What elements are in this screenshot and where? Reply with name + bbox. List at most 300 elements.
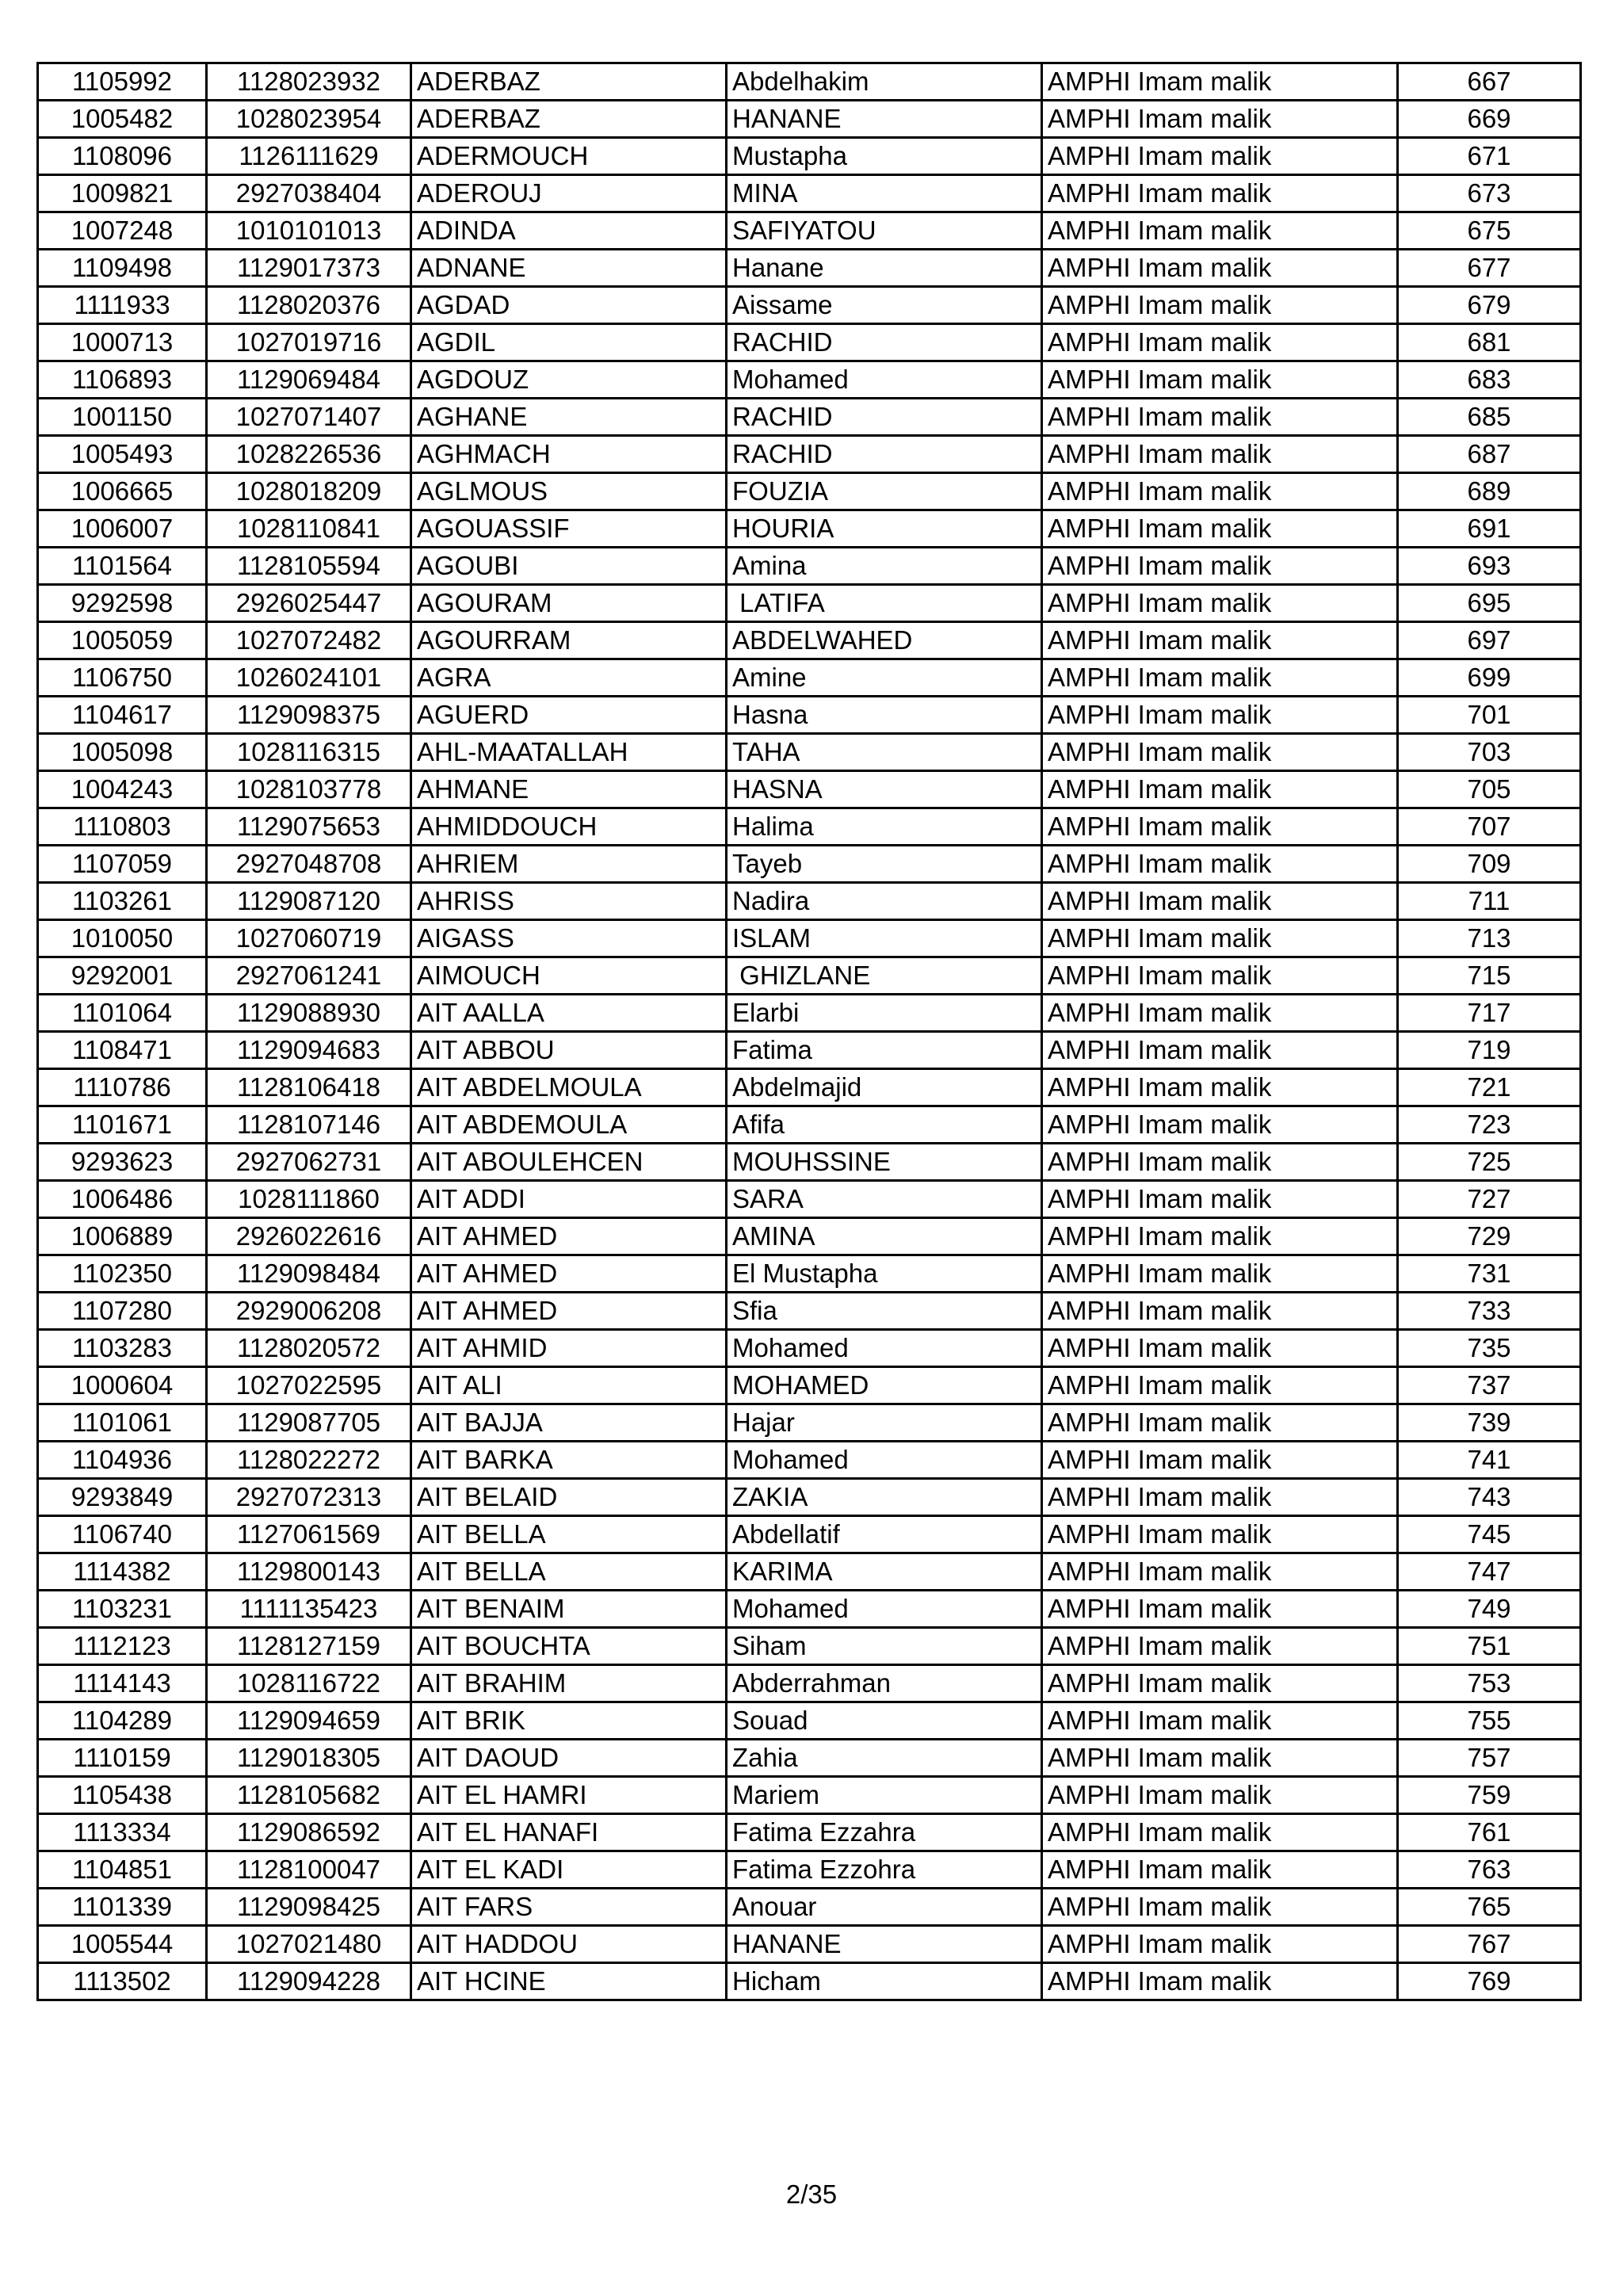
table-row — [38, 697, 1581, 734]
first-name-cell: RACHID — [727, 324, 1042, 361]
exam-room-cell: AMPHI Imam malik — [1042, 138, 1398, 175]
exam-room-cell: AMPHI Imam malik — [1042, 1553, 1398, 1591]
exam-room-cell: AMPHI Imam malik — [1042, 920, 1398, 957]
exam-room-cell: AMPHI Imam malik — [1042, 659, 1398, 697]
seat-number-cell: 733 — [1398, 1293, 1581, 1330]
last-name-cell: AIT ABBOU — [411, 1032, 727, 1069]
cne-number-cell: 1027019716 — [207, 324, 411, 361]
student-id-cell: 1104289 — [38, 1702, 207, 1740]
student-id-cell: 1104617 — [38, 697, 207, 734]
table-row — [38, 473, 1581, 510]
cne-number-cell: 1129087705 — [207, 1404, 411, 1442]
table-row — [38, 1926, 1581, 1963]
table-row — [38, 1702, 1581, 1740]
exam-room-cell: AMPHI Imam malik — [1042, 846, 1398, 883]
cne-number-cell: 1128127159 — [207, 1628, 411, 1665]
exam-room-cell: AMPHI Imam malik — [1042, 287, 1398, 324]
seat-number-cell: 769 — [1398, 1963, 1581, 2000]
cne-number-cell: 1028018209 — [207, 473, 411, 510]
cne-number-cell: 1027072482 — [207, 622, 411, 659]
student-id-cell: 1103261 — [38, 883, 207, 920]
exam-room-cell: AMPHI Imam malik — [1042, 585, 1398, 622]
table-row — [38, 1553, 1581, 1591]
exam-room-cell: AMPHI Imam malik — [1042, 1293, 1398, 1330]
page-number: 2/35 — [785, 2179, 838, 2209]
first-name-cell: SAFIYATOU — [727, 212, 1042, 250]
student-id-cell: 1106893 — [38, 361, 207, 399]
first-name-cell: HOURIA — [727, 510, 1042, 548]
student-id-cell: 1110803 — [38, 808, 207, 846]
first-name-cell: Abdelmajid — [727, 1069, 1042, 1106]
exam-room-cell: AMPHI Imam malik — [1042, 1367, 1398, 1404]
table-row — [38, 1144, 1581, 1181]
seat-number-cell: 667 — [1398, 63, 1581, 101]
student-id-cell: 1112123 — [38, 1628, 207, 1665]
student-id-cell: 1113334 — [38, 1814, 207, 1851]
last-name-cell: AGLMOUS — [411, 473, 727, 510]
exam-room-cell: AMPHI Imam malik — [1042, 1330, 1398, 1367]
student-id-cell: 1114143 — [38, 1665, 207, 1702]
student-id-cell: 1106740 — [38, 1516, 207, 1553]
first-name-cell: Amina — [727, 548, 1042, 585]
exam-room-cell: AMPHI Imam malik — [1042, 1516, 1398, 1553]
seat-number-cell: 701 — [1398, 697, 1581, 734]
last-name-cell: AHRISS — [411, 883, 727, 920]
table-row — [38, 1963, 1581, 2000]
last-name-cell: AIT ABDELMOULA — [411, 1069, 727, 1106]
seat-number-cell: 719 — [1398, 1032, 1581, 1069]
first-name-cell: Hanane — [727, 250, 1042, 287]
last-name-cell: AIT AHMED — [411, 1293, 727, 1330]
first-name-cell: RACHID — [727, 399, 1042, 436]
first-name-cell: AMINA — [727, 1218, 1042, 1255]
first-name-cell: Sfia — [727, 1293, 1042, 1330]
seat-number-cell: 763 — [1398, 1851, 1581, 1889]
last-name-cell: AIMOUCH — [411, 957, 727, 995]
cne-number-cell: 2926025447 — [207, 585, 411, 622]
exam-room-cell: AMPHI Imam malik — [1042, 361, 1398, 399]
exam-room-cell: AMPHI Imam malik — [1042, 1628, 1398, 1665]
exam-room-cell: AMPHI Imam malik — [1042, 510, 1398, 548]
exam-room-cell: AMPHI Imam malik — [1042, 1218, 1398, 1255]
student-table-body — [38, 63, 1581, 2000]
cne-number-cell: 1027021480 — [207, 1926, 411, 1963]
first-name-cell: Abdelhakim — [727, 63, 1042, 101]
seat-number-cell: 709 — [1398, 846, 1581, 883]
last-name-cell: AIT AHMED — [411, 1218, 727, 1255]
student-id-cell: 1004243 — [38, 771, 207, 808]
last-name-cell: AHL-MAATALLAH — [411, 734, 727, 771]
first-name-cell: TAHA — [727, 734, 1042, 771]
last-name-cell: AIT BENAIM — [411, 1591, 727, 1628]
last-name-cell: AGOUASSIF — [411, 510, 727, 548]
seat-number-cell: 757 — [1398, 1740, 1581, 1777]
last-name-cell: AIT ADDI — [411, 1181, 727, 1218]
first-name-cell: LATIFA — [727, 585, 1042, 622]
seat-number-cell: 745 — [1398, 1516, 1581, 1553]
cne-number-cell: 1111135423 — [207, 1591, 411, 1628]
last-name-cell: AGHMACH — [411, 436, 727, 473]
last-name-cell: AGUERD — [411, 697, 727, 734]
cne-number-cell: 1128106418 — [207, 1069, 411, 1106]
student-id-cell: 1109498 — [38, 250, 207, 287]
last-name-cell: AIT AHMED — [411, 1255, 727, 1293]
first-name-cell: Mustapha — [727, 138, 1042, 175]
seat-number-cell: 729 — [1398, 1218, 1581, 1255]
table-row — [38, 1404, 1581, 1442]
exam-room-cell: AMPHI Imam malik — [1042, 250, 1398, 287]
exam-room-cell: AMPHI Imam malik — [1042, 101, 1398, 138]
last-name-cell: AIT AHMID — [411, 1330, 727, 1367]
first-name-cell: Afifa — [727, 1106, 1042, 1144]
seat-number-cell: 739 — [1398, 1404, 1581, 1442]
last-name-cell: AIT HADDOU — [411, 1926, 727, 1963]
table-row — [38, 1330, 1581, 1367]
last-name-cell: AIT BAJJA — [411, 1404, 727, 1442]
cne-number-cell: 1028110841 — [207, 510, 411, 548]
first-name-cell: El Mustapha — [727, 1255, 1042, 1293]
seat-number-cell: 715 — [1398, 957, 1581, 995]
cne-number-cell: 2929006208 — [207, 1293, 411, 1330]
first-name-cell: HASNA — [727, 771, 1042, 808]
seat-number-cell: 683 — [1398, 361, 1581, 399]
exam-room-cell: AMPHI Imam malik — [1042, 995, 1398, 1032]
table-row — [38, 1106, 1581, 1144]
cne-number-cell: 2927061241 — [207, 957, 411, 995]
table-row — [38, 250, 1581, 287]
exam-room-cell: AMPHI Imam malik — [1042, 771, 1398, 808]
student-id-cell: 1000604 — [38, 1367, 207, 1404]
cne-number-cell: 1128020376 — [207, 287, 411, 324]
first-name-cell: Hicham — [727, 1963, 1042, 2000]
cne-number-cell: 1028023954 — [207, 101, 411, 138]
table-row — [38, 1516, 1581, 1553]
cne-number-cell: 1028103778 — [207, 771, 411, 808]
seat-number-cell: 755 — [1398, 1702, 1581, 1740]
first-name-cell: FOUZIA — [727, 473, 1042, 510]
first-name-cell: Mohamed — [727, 1330, 1042, 1367]
table-row — [38, 1814, 1581, 1851]
last-name-cell: AIT BARKA — [411, 1442, 727, 1479]
cne-number-cell: 2926022616 — [207, 1218, 411, 1255]
first-name-cell: SARA — [727, 1181, 1042, 1218]
table-row — [38, 734, 1581, 771]
first-name-cell: Mohamed — [727, 1442, 1042, 1479]
cne-number-cell: 1129069484 — [207, 361, 411, 399]
last-name-cell: AIT DAOUD — [411, 1740, 727, 1777]
cne-number-cell: 1027022595 — [207, 1367, 411, 1404]
exam-room-cell: AMPHI Imam malik — [1042, 1926, 1398, 1963]
first-name-cell: HANANE — [727, 101, 1042, 138]
seat-number-cell: 707 — [1398, 808, 1581, 846]
first-name-cell: KARIMA — [727, 1553, 1042, 1591]
seat-number-cell: 697 — [1398, 622, 1581, 659]
last-name-cell: ADERBAZ — [411, 101, 727, 138]
cne-number-cell: 1128022272 — [207, 1442, 411, 1479]
first-name-cell: Fatima — [727, 1032, 1042, 1069]
student-id-cell: 1114382 — [38, 1553, 207, 1591]
cne-number-cell: 1026024101 — [207, 659, 411, 697]
first-name-cell: Zahia — [727, 1740, 1042, 1777]
first-name-cell: Elarbi — [727, 995, 1042, 1032]
last-name-cell: AGDAD — [411, 287, 727, 324]
student-id-cell: 1105992 — [38, 63, 207, 101]
table-row — [38, 808, 1581, 846]
last-name-cell: AIT ABOULEHCEN — [411, 1144, 727, 1181]
last-name-cell: ADNANE — [411, 250, 727, 287]
table-row — [38, 1665, 1581, 1702]
first-name-cell: Halima — [727, 808, 1042, 846]
last-name-cell: AIT BELAID — [411, 1479, 727, 1516]
seat-number-cell: 669 — [1398, 101, 1581, 138]
exam-room-cell: AMPHI Imam malik — [1042, 399, 1398, 436]
table-row — [38, 548, 1581, 585]
student-id-cell: 1107280 — [38, 1293, 207, 1330]
exam-room-cell: AMPHI Imam malik — [1042, 697, 1398, 734]
student-id-cell: 1000713 — [38, 324, 207, 361]
cne-number-cell: 1128023932 — [207, 63, 411, 101]
table-row — [38, 1069, 1581, 1106]
table-row — [38, 101, 1581, 138]
cne-number-cell: 1129088930 — [207, 995, 411, 1032]
table-row — [38, 1628, 1581, 1665]
table-row — [38, 212, 1581, 250]
exam-room-cell: AMPHI Imam malik — [1042, 436, 1398, 473]
student-id-cell: 1007248 — [38, 212, 207, 250]
table-row — [38, 361, 1581, 399]
first-name-cell: Fatima Ezzahra — [727, 1814, 1042, 1851]
cne-number-cell: 2927062731 — [207, 1144, 411, 1181]
last-name-cell: ADERBAZ — [411, 63, 727, 101]
student-id-cell: 1105438 — [38, 1777, 207, 1814]
last-name-cell: AIT BELLA — [411, 1553, 727, 1591]
student-id-cell: 1103231 — [38, 1591, 207, 1628]
first-name-cell: MOHAMED — [727, 1367, 1042, 1404]
cne-number-cell: 1128100047 — [207, 1851, 411, 1889]
last-name-cell: AIT ABDEMOULA — [411, 1106, 727, 1144]
table-row — [38, 138, 1581, 175]
cne-number-cell: 1028226536 — [207, 436, 411, 473]
table-row — [38, 1889, 1581, 1926]
exam-room-cell: AMPHI Imam malik — [1042, 1665, 1398, 1702]
seat-number-cell: 749 — [1398, 1591, 1581, 1628]
student-id-cell: 1006007 — [38, 510, 207, 548]
student-id-cell: 1005493 — [38, 436, 207, 473]
last-name-cell: AIT EL KADI — [411, 1851, 727, 1889]
student-list-sheet — [36, 62, 1579, 2001]
seat-number-cell: 737 — [1398, 1367, 1581, 1404]
exam-room-cell: AMPHI Imam malik — [1042, 622, 1398, 659]
seat-number-cell: 747 — [1398, 1553, 1581, 1591]
student-id-cell: 1001150 — [38, 399, 207, 436]
seat-number-cell: 743 — [1398, 1479, 1581, 1516]
last-name-cell: AIT HCINE — [411, 1963, 727, 2000]
seat-number-cell: 671 — [1398, 138, 1581, 175]
exam-room-cell: AMPHI Imam malik — [1042, 1144, 1398, 1181]
cne-number-cell: 1129018305 — [207, 1740, 411, 1777]
student-id-cell: 1005482 — [38, 101, 207, 138]
student-id-cell: 1101064 — [38, 995, 207, 1032]
exam-room-cell: AMPHI Imam malik — [1042, 1404, 1398, 1442]
last-name-cell: AHMIDDOUCH — [411, 808, 727, 846]
student-id-cell: 9292001 — [38, 957, 207, 995]
cne-number-cell: 1129800143 — [207, 1553, 411, 1591]
last-name-cell: AIT AALLA — [411, 995, 727, 1032]
cne-number-cell: 1010101013 — [207, 212, 411, 250]
first-name-cell: ZAKIA — [727, 1479, 1042, 1516]
seat-number-cell: 693 — [1398, 548, 1581, 585]
seat-number-cell: 713 — [1398, 920, 1581, 957]
student-id-cell: 1010050 — [38, 920, 207, 957]
last-name-cell: AGDOUZ — [411, 361, 727, 399]
cne-number-cell: 1028116315 — [207, 734, 411, 771]
table-row — [38, 995, 1581, 1032]
cne-number-cell: 2927048708 — [207, 846, 411, 883]
seat-number-cell: 723 — [1398, 1106, 1581, 1144]
student-id-cell: 9293623 — [38, 1144, 207, 1181]
exam-room-cell: AMPHI Imam malik — [1042, 212, 1398, 250]
last-name-cell: ADEROUJ — [411, 175, 727, 212]
cne-number-cell: 1027071407 — [207, 399, 411, 436]
seat-number-cell: 751 — [1398, 1628, 1581, 1665]
table-row — [38, 287, 1581, 324]
table-row — [38, 771, 1581, 808]
seat-number-cell: 731 — [1398, 1255, 1581, 1293]
last-name-cell: AGDIL — [411, 324, 727, 361]
student-table — [36, 62, 1582, 2001]
exam-room-cell: AMPHI Imam malik — [1042, 1702, 1398, 1740]
seat-number-cell: 753 — [1398, 1665, 1581, 1702]
seat-number-cell: 699 — [1398, 659, 1581, 697]
last-name-cell: AHMANE — [411, 771, 727, 808]
last-name-cell: AIT BOUCHTA — [411, 1628, 727, 1665]
table-row — [38, 1442, 1581, 1479]
first-name-cell: MOUHSSINE — [727, 1144, 1042, 1181]
seat-number-cell: 765 — [1398, 1889, 1581, 1926]
first-name-cell: Hasna — [727, 697, 1042, 734]
cne-number-cell: 1129098375 — [207, 697, 411, 734]
first-name-cell: Souad — [727, 1702, 1042, 1740]
table-row — [38, 175, 1581, 212]
seat-number-cell: 681 — [1398, 324, 1581, 361]
student-id-cell: 1102350 — [38, 1255, 207, 1293]
last-name-cell: AGRA — [411, 659, 727, 697]
exam-room-cell: AMPHI Imam malik — [1042, 1963, 1398, 2000]
student-id-cell: 1110786 — [38, 1069, 207, 1106]
exam-room-cell: AMPHI Imam malik — [1042, 175, 1398, 212]
exam-room-cell: AMPHI Imam malik — [1042, 473, 1398, 510]
student-id-cell: 1106750 — [38, 659, 207, 697]
cne-number-cell: 1128105682 — [207, 1777, 411, 1814]
seat-number-cell: 695 — [1398, 585, 1581, 622]
exam-room-cell: AMPHI Imam malik — [1042, 1777, 1398, 1814]
exam-room-cell: AMPHI Imam malik — [1042, 548, 1398, 585]
cne-number-cell: 1129094228 — [207, 1963, 411, 2000]
last-name-cell: AIT FARS — [411, 1889, 727, 1926]
seat-number-cell: 687 — [1398, 436, 1581, 473]
last-name-cell: AGHANE — [411, 399, 727, 436]
exam-room-cell: AMPHI Imam malik — [1042, 734, 1398, 771]
student-id-cell: 1104851 — [38, 1851, 207, 1889]
cne-number-cell: 1129098484 — [207, 1255, 411, 1293]
seat-number-cell: 761 — [1398, 1814, 1581, 1851]
exam-room-cell: AMPHI Imam malik — [1042, 1442, 1398, 1479]
student-id-cell: 9292598 — [38, 585, 207, 622]
seat-number-cell: 703 — [1398, 734, 1581, 771]
seat-number-cell: 675 — [1398, 212, 1581, 250]
cne-number-cell: 1129098425 — [207, 1889, 411, 1926]
first-name-cell: Aissame — [727, 287, 1042, 324]
first-name-cell: ISLAM — [727, 920, 1042, 957]
table-row — [38, 1032, 1581, 1069]
first-name-cell: Nadira — [727, 883, 1042, 920]
student-id-cell: 1113502 — [38, 1963, 207, 2000]
student-id-cell: 1009821 — [38, 175, 207, 212]
exam-room-cell: AMPHI Imam malik — [1042, 1479, 1398, 1516]
exam-room-cell: AMPHI Imam malik — [1042, 324, 1398, 361]
cne-number-cell: 1128107146 — [207, 1106, 411, 1144]
exam-room-cell: AMPHI Imam malik — [1042, 1591, 1398, 1628]
table-row — [38, 1591, 1581, 1628]
exam-room-cell: AMPHI Imam malik — [1042, 1889, 1398, 1926]
exam-room-cell: AMPHI Imam malik — [1042, 1181, 1398, 1218]
last-name-cell: AHRIEM — [411, 846, 727, 883]
student-id-cell: 1006889 — [38, 1218, 207, 1255]
student-id-cell: 1101564 — [38, 548, 207, 585]
student-id-cell: 1111933 — [38, 287, 207, 324]
exam-room-cell: AMPHI Imam malik — [1042, 1814, 1398, 1851]
first-name-cell: HANANE — [727, 1926, 1042, 1963]
last-name-cell: AGOURRAM — [411, 622, 727, 659]
last-name-cell: AGOURAM — [411, 585, 727, 622]
table-row — [38, 1218, 1581, 1255]
first-name-cell: ABDELWAHED — [727, 622, 1042, 659]
last-name-cell: AIT BELLA — [411, 1516, 727, 1553]
cne-number-cell: 1129075653 — [207, 808, 411, 846]
first-name-cell: Hajar — [727, 1404, 1042, 1442]
table-row — [38, 659, 1581, 697]
cne-number-cell: 1129087120 — [207, 883, 411, 920]
cne-number-cell: 1128020572 — [207, 1330, 411, 1367]
seat-number-cell: 679 — [1398, 287, 1581, 324]
exam-room-cell: AMPHI Imam malik — [1042, 1740, 1398, 1777]
student-id-cell: 9293849 — [38, 1479, 207, 1516]
seat-number-cell: 767 — [1398, 1926, 1581, 1963]
student-id-cell: 1101339 — [38, 1889, 207, 1926]
table-row — [38, 585, 1581, 622]
seat-number-cell: 677 — [1398, 250, 1581, 287]
last-name-cell: ADERMOUCH — [411, 138, 727, 175]
seat-number-cell: 717 — [1398, 995, 1581, 1032]
exam-room-cell: AMPHI Imam malik — [1042, 1851, 1398, 1889]
cne-number-cell: 1126111629 — [207, 138, 411, 175]
seat-number-cell: 735 — [1398, 1330, 1581, 1367]
table-row — [38, 1740, 1581, 1777]
student-id-cell: 1005544 — [38, 1926, 207, 1963]
seat-number-cell: 673 — [1398, 175, 1581, 212]
student-id-cell: 1005098 — [38, 734, 207, 771]
seat-number-cell: 725 — [1398, 1144, 1581, 1181]
first-name-cell: Mohamed — [727, 1591, 1042, 1628]
last-name-cell: AIT ALI — [411, 1367, 727, 1404]
first-name-cell: RACHID — [727, 436, 1042, 473]
exam-room-cell: AMPHI Imam malik — [1042, 1069, 1398, 1106]
table-row — [38, 1851, 1581, 1889]
student-id-cell: 1104936 — [38, 1442, 207, 1479]
table-row — [38, 846, 1581, 883]
table-row — [38, 399, 1581, 436]
exam-room-cell: AMPHI Imam malik — [1042, 957, 1398, 995]
